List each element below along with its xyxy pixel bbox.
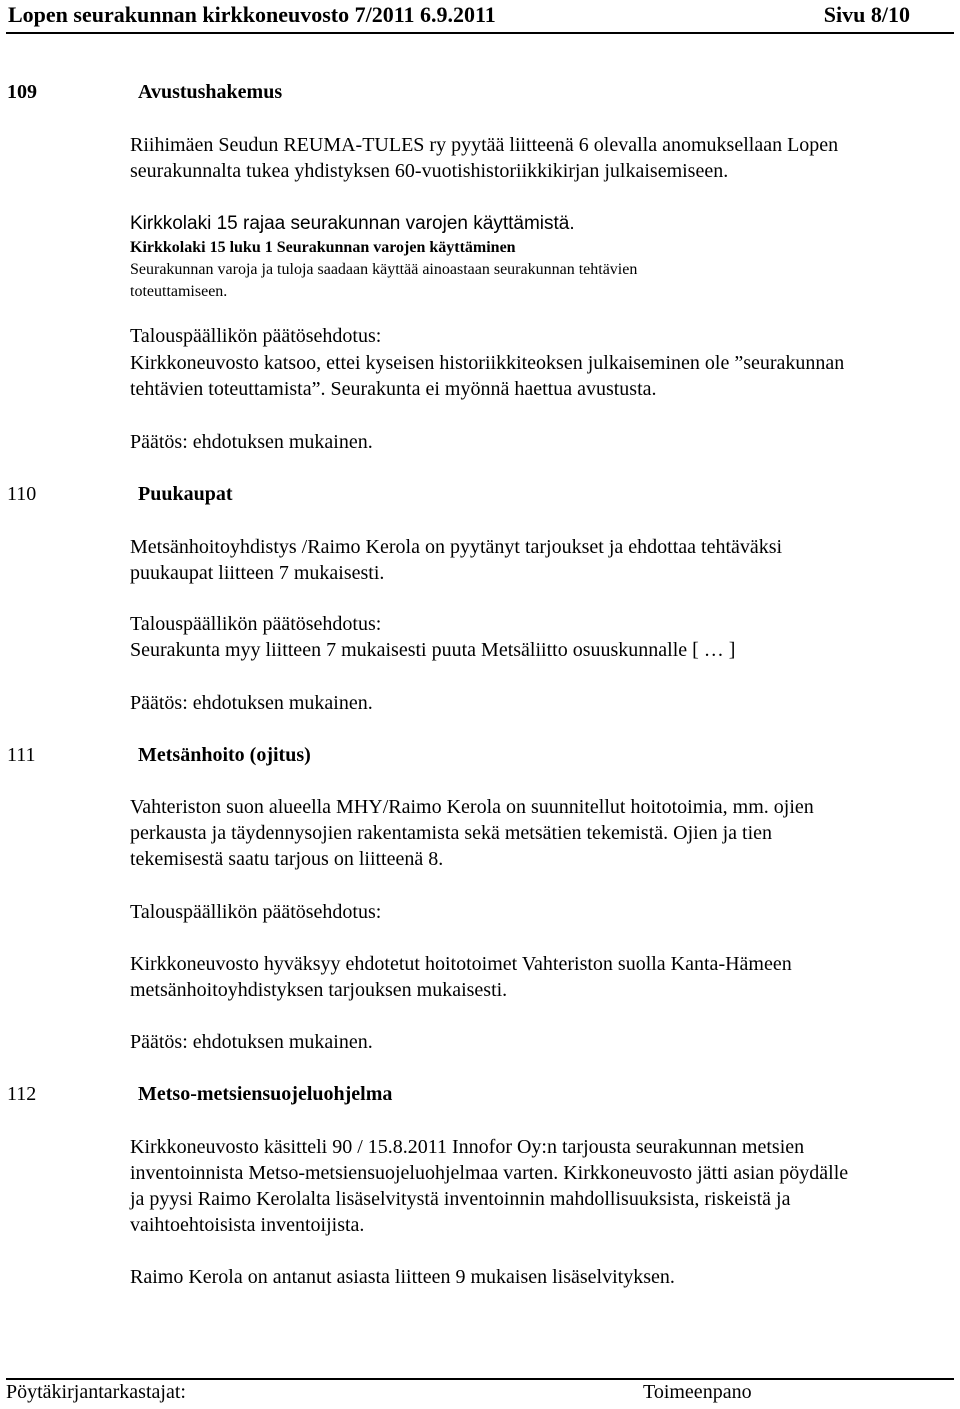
section-111-proposal: Kirkkoneuvosto hyväksyy ehdotetut hoitotoimet Vahteriston suolla Kanta-Hämeen	[130, 953, 792, 975]
section-112-text: vaihtoehtoisista inventoijista.	[130, 1214, 365, 1236]
section-112-text: Kirkkoneuvosto käsitteli 90 / 15.8.2011 Innofor Oy:n tarjousta seurakunnan metsien	[130, 1136, 805, 1158]
section-109-number: 109	[7, 81, 37, 103]
section-109-text: Riihimäen Seudun REUMA-TULES ry pyytää liitteenä 6 olevalla anomuksellaan Lopen	[130, 134, 839, 156]
section-110-text: puukaupat liitteen 7 mukaisesti.	[130, 562, 385, 584]
section-109-decision: Päätös: ehdotuksen mukainen.	[130, 431, 373, 453]
section-110-decision: Päätös: ehdotuksen mukainen.	[130, 692, 373, 714]
section-111-text: Vahteriston suon alueella MHY/Raimo Kerola on suunnitellut hoitotoimia, mm. ojien	[130, 796, 814, 818]
section-112-text: ja pyysi Raimo Kerolalta lisäselvitystä inventoinnin mahdollisuuksista, riskeistä ja	[130, 1188, 791, 1210]
section-112-text-2: Raimo Kerola on antanut asiasta liitteen 9 mukaisen lisäselvityksen.	[130, 1266, 675, 1288]
section-111-text: perkausta ja täydennysojien rakentamista sekä metsätien tekemistä. Ojien ja tien	[130, 822, 773, 844]
section-112-title: Metso-metsiensuojeluohjelma	[138, 1083, 393, 1105]
section-110-proposal: Seurakunta myy liitteen 7 mukaisesti puuta Metsäliitto osuuskunnalle [ … ]	[130, 639, 736, 661]
section-109-law-text: Seurakunnan varoja ja tuloja saadaan käyttää ainoastaan seurakunnan tehtävien	[130, 261, 638, 278]
page-header	[6, 0, 954, 34]
section-109-law-text: toteuttamiseen.	[130, 283, 228, 300]
section-109-text: seurakunnalta tukea yhdistyksen 60-vuotishistoriikkikirjan julkaisemiseen.	[130, 160, 729, 182]
section-110-text: Metsänhoitoyhdistys /Raimo Kerola on pyytänyt tarjoukset ja ehdottaa tehtäväksi	[130, 536, 783, 558]
section-112-number: 112	[7, 1083, 37, 1105]
page-footer	[6, 1378, 954, 1409]
section-109-proposal: tehtävien toteuttamista”. Seurakunta ei myönnä haettua avustusta.	[130, 378, 657, 400]
section-110-number: 110	[7, 483, 37, 505]
footer-execution: Toimeenpano	[643, 1381, 752, 1403]
section-109-proposal-label: Talouspäällikön päätösehdotus:	[130, 325, 382, 347]
section-109-proposal: Kirkkoneuvosto katsoo, ettei kyseisen historiikkiteoksen julkaiseminen ole ”seurakunnan	[130, 352, 845, 374]
section-109-law: Kirkkolaki 15 rajaa seurakunnan varojen käyttämistä.	[130, 213, 575, 234]
section-111-number: 111	[7, 744, 36, 766]
section-111-text: tekemisestä saatu tarjous on liitteenä 8.	[130, 848, 444, 870]
header-title: Lopen seurakunnan kirkkoneuvosto 7/2011 6.9.2011	[8, 2, 496, 27]
section-112-text: inventoinnista Metso-metsiensuojeluohjelmaa varten. Kirkkoneuvosto jätti asian pöydälle	[130, 1162, 849, 1184]
section-109-law-heading: Kirkkolaki 15 luku 1 Seurakunnan varojen käyttäminen	[130, 239, 516, 256]
page-number: Sivu 8/10	[823, 2, 910, 27]
section-110-proposal-label: Talouspäällikön päätösehdotus:	[130, 613, 382, 635]
section-111-proposal-label: Talouspäällikön päätösehdotus:	[130, 901, 382, 923]
footer-reviewers: Pöytäkirjantarkastajat:	[6, 1381, 186, 1403]
section-109-title: Avustushakemus	[138, 81, 283, 103]
section-111-title: Metsänhoito (ojitus)	[138, 744, 311, 766]
section-111-decision: Päätös: ehdotuksen mukainen.	[130, 1031, 373, 1053]
section-110-title: Puukaupat	[138, 483, 233, 505]
section-111-proposal: metsänhoitoyhdistyksen tarjouksen mukaisesti.	[130, 979, 508, 1001]
